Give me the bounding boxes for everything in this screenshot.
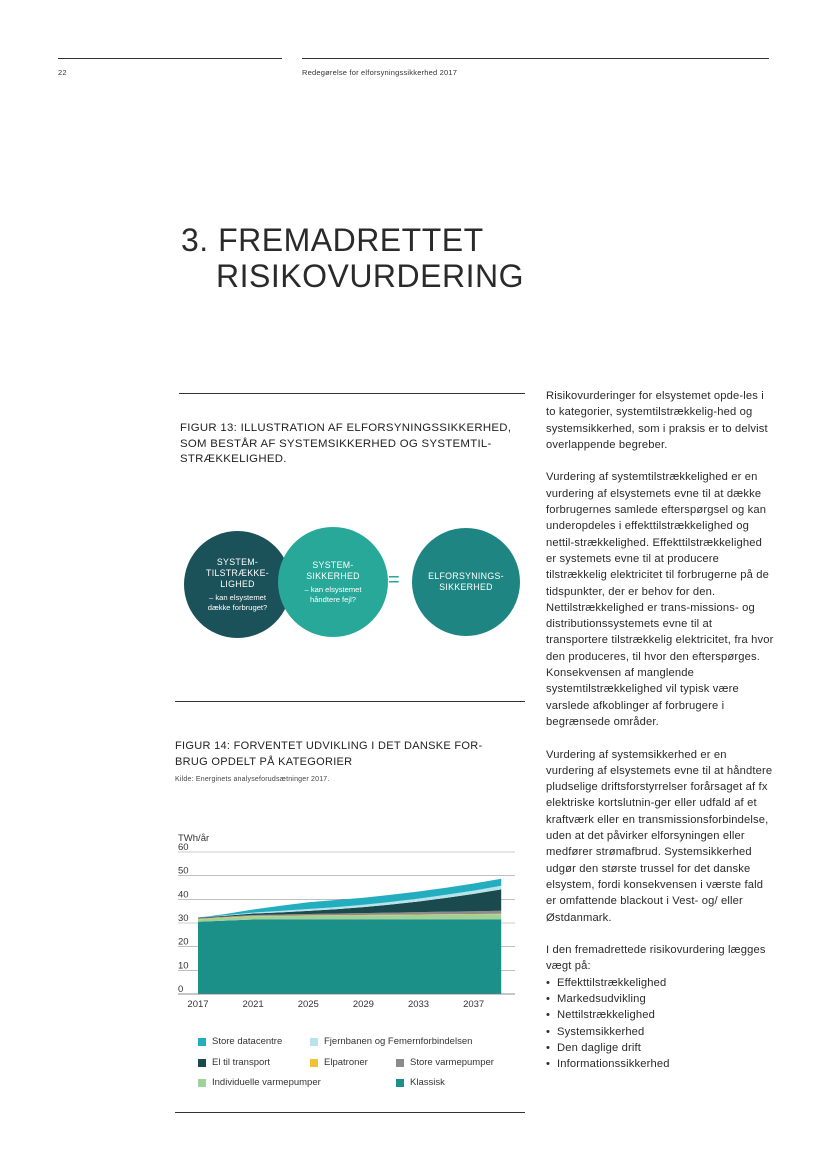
figure13-top-rule [179, 393, 525, 394]
y-axis-title: TWh/år [178, 833, 210, 844]
circle-systemtilstraekkelighed-subtitle: – kan elsystemet dække forbruget? [207, 592, 268, 612]
x-tick-label: 2033 [407, 999, 430, 1010]
legend-item [310, 1057, 368, 1068]
chapter-heading-line1: 3. FREMADRETTET [181, 222, 484, 258]
legend-swatch [396, 1059, 404, 1067]
circle-elforsyningssikkerhed-title: ELFORSYNINGS- SIKKERHED [428, 571, 504, 592]
legend-item [310, 1036, 472, 1047]
legend-item [198, 1057, 270, 1068]
list-item: • Effekttilstrækkelighed [546, 975, 774, 991]
legend-item [198, 1077, 321, 1088]
legend-label: Store varmepumper [410, 1057, 494, 1068]
x-tick-label: 2029 [352, 999, 374, 1010]
legend-swatch [396, 1079, 404, 1087]
page-number: 22 [58, 68, 67, 77]
figure13-title: FIGUR 13: ILLUSTRATION AF ELFORSYNINGSSIKKERHED, SOM BESTÅR AF SYSTEMSIKKERHED OG SYSTEMTIL-STRÆKKELIGHED. [180, 422, 512, 465]
y-tick-label: 20 [178, 936, 189, 948]
legend-label: Klassisk [410, 1077, 445, 1088]
circle-systemtilstraekkelighed [184, 531, 291, 638]
figure14-bottom-rule [175, 1112, 525, 1113]
focus-list [546, 975, 774, 1073]
legend-label: Elpatroner [324, 1057, 368, 1068]
y-tick-label: 0 [178, 984, 184, 995]
paragraph-4: I den fremadrettede risikovurdering lægges vægt på: [546, 944, 766, 973]
x-tick-label: 2021 [242, 999, 264, 1010]
legend-swatch [198, 1079, 206, 1087]
legend-item [198, 1036, 282, 1047]
list-item: • Markedsudvikling [546, 991, 774, 1007]
paragraph-2: Vurdering af systemtilstrækkelighed er en vurdering af elsystemets evne til at dække forbrugernes samlede efterspørgsel og kan underopdeles i effekttilstrækkelighed og nettil-strækkelighed. Effekttilstrækkelighed er systemets evne til at producere tilstrækkelig elektricitet til forbrugerne på de tidspunkter, der er behov for den. Nettilstrækkelighed er trans-missions- og distributionssystemets evne til at transportere tilstrækkelig elektricitet, fra hvor den produceres, til hvor den efterspørges. Konsekvensen af manglende systemtilstrækkelighed vil typisk være varslede afkoblinger af forbrugere i begrænsede områder. [546, 471, 774, 728]
list-item: • Systemsikkerhed [546, 1024, 774, 1040]
legend-item [396, 1077, 445, 1088]
circle-systemsikkerhed-title: SYSTEM- SIKKERHED [306, 559, 360, 581]
running-title: Redegørelse for elforsyningssikkerhed 2017 [302, 68, 458, 77]
header-rule-left [58, 58, 282, 59]
y-tick-label: 10 [178, 960, 189, 972]
legend-swatch [310, 1059, 318, 1067]
header-rule-right [302, 58, 769, 59]
legend-label: Fjernbanen og Femernforbindelsen [324, 1036, 473, 1047]
paragraph-1: Risikovurderinger for elsystemet opde-les i to kategorier, systemtilstrækkelig-hed og systemsikkerhed, som i praksis er to delvist overlappende begreber. [546, 390, 768, 451]
y-tick-label: 40 [178, 889, 189, 901]
list-item: • Nettilstrækkelighed [546, 1007, 774, 1023]
list-item: • Informationssikkerhed [546, 1056, 774, 1072]
y-tick-label: 50 [178, 865, 189, 877]
consumption-area-chart [170, 828, 530, 1023]
circle-elforsyningssikkerhed [412, 528, 520, 636]
legend-label: El til transport [212, 1057, 271, 1068]
legend-swatch [198, 1059, 206, 1067]
x-tick-label: 2037 [463, 999, 485, 1010]
legend-item [396, 1057, 494, 1068]
x-tick-label: 2025 [297, 999, 319, 1010]
x-tick-label: 2017 [187, 999, 209, 1010]
circle-systemtilstraekkelighed-title: SYSTEM- TILSTRÆKKE- LIGHED [206, 556, 269, 589]
figure14-top-rule [175, 701, 525, 702]
circle-systemsikkerhed-subtitle: – kan elsystemet håndtere fejl? [304, 584, 362, 604]
equals-sign: = [388, 569, 400, 591]
y-tick-label: 30 [178, 913, 189, 924]
figure14-title: FIGUR 14: FORVENTET UDVIKLING I DET DANSKE FOR-BRUG OPDELT PÅ KATEGORIER [175, 740, 483, 768]
chapter-heading-line2: RISIKOVURDERING [216, 258, 524, 294]
list-item: • Den daglige drift [546, 1040, 774, 1056]
circle-systemsikkerhed [278, 527, 388, 637]
body-text [546, 388, 774, 1072]
figure14-source: Kilde: Energinets analyseforudsætninger 2017. [175, 776, 330, 783]
y-tick-label: 60 [178, 842, 189, 853]
area-klassisk [198, 920, 501, 995]
legend-label: Individuelle varmepumper [212, 1077, 321, 1088]
legend-swatch [310, 1038, 318, 1046]
chapter-heading [181, 222, 524, 294]
legend-label: Store datacentre [212, 1036, 283, 1047]
paragraph-3: Vurdering af systemsikkerhed er en vurdering af elsystemets evne til at håndtere pludselige driftsforstyrrelser forårsaget af fx elektriske kortslutnin-ger eller udfald af et kraftværk eller en transmissionsforbindelse, uden at det påvirker elforsyningen eller medfører strømafbrud. Systemsikkerhed udgør den største trussel for det danske elsystem, fordi konsekvensen i værste fald er omfattende blackout i Vest- og/ eller Østdanmark. [546, 748, 773, 924]
legend-swatch [198, 1038, 206, 1046]
